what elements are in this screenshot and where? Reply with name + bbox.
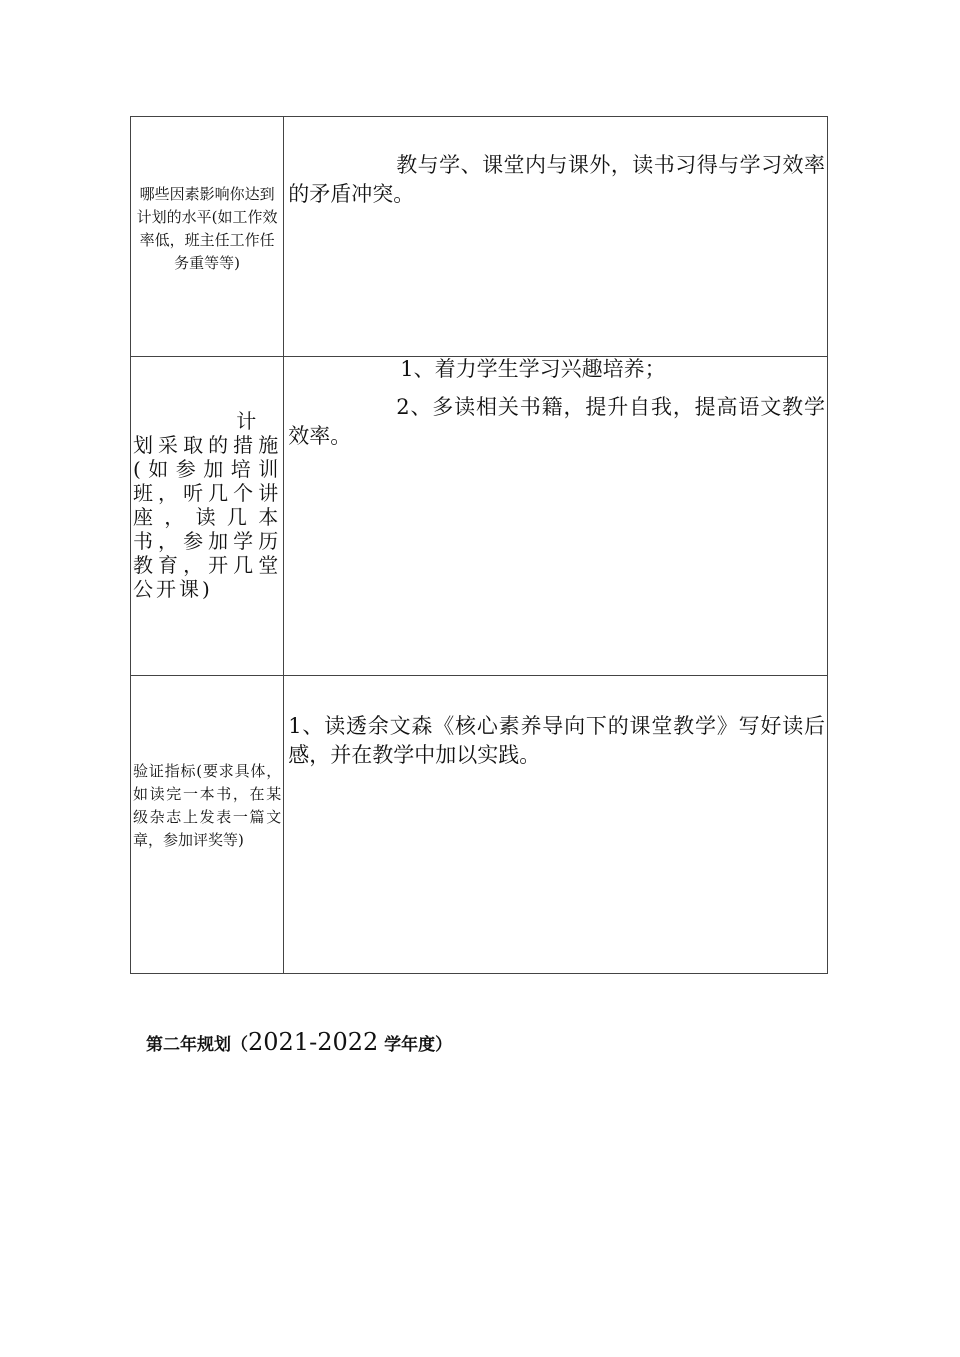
measures-item-2-wrap bbox=[288, 393, 825, 451]
table-row bbox=[131, 117, 828, 357]
row-label-cell bbox=[131, 676, 284, 974]
row-label-indicators: 验证指标(要求具体，如读完一本书，在某级杂志上发表一篇文章，参加评奖等) bbox=[133, 762, 282, 849]
row-label-cell bbox=[131, 357, 284, 676]
row-content-cell bbox=[284, 676, 828, 974]
table-row bbox=[131, 357, 828, 676]
section-title-prefix: 第二年规划（ bbox=[146, 1035, 248, 1055]
section-title bbox=[146, 1027, 452, 1060]
section-title-suffix: 学年度） bbox=[378, 1035, 453, 1055]
section-title-year: 2021-2022 bbox=[248, 1028, 379, 1056]
table-row bbox=[131, 676, 828, 974]
row-content-factors bbox=[288, 151, 825, 209]
row-content-indicators: 1、读透余文森《核心素养导向下的课堂教学》写好读后感，并在教学中加以实践。 bbox=[288, 714, 825, 767]
row-content-cell bbox=[284, 357, 828, 676]
row-label-factors: 哪些因素影响你达到计划的水平(如工作效率低，班主任工作任务重等等) bbox=[136, 185, 278, 272]
measures-label-rest: 划采取的措施(如参加培训班，听几个讲座，读几本书，参加学历教育，开几堂公开课) bbox=[133, 433, 282, 601]
measures-item-2: 2、多读相关书籍，提升自我，提高语文教学效率。 bbox=[288, 395, 825, 448]
measures-item-1: 1、着力学生学习兴趣培养； bbox=[400, 357, 666, 381]
factors-text: 教与学、课堂内与课外，读书习得与学习效率的矛盾冲突。 bbox=[288, 153, 825, 206]
row-content-cell bbox=[284, 117, 828, 357]
plan-table bbox=[130, 116, 828, 974]
row-label-measures bbox=[133, 409, 281, 601]
measures-label-first: 计 bbox=[236, 409, 260, 433]
row-label-cell bbox=[131, 117, 284, 357]
